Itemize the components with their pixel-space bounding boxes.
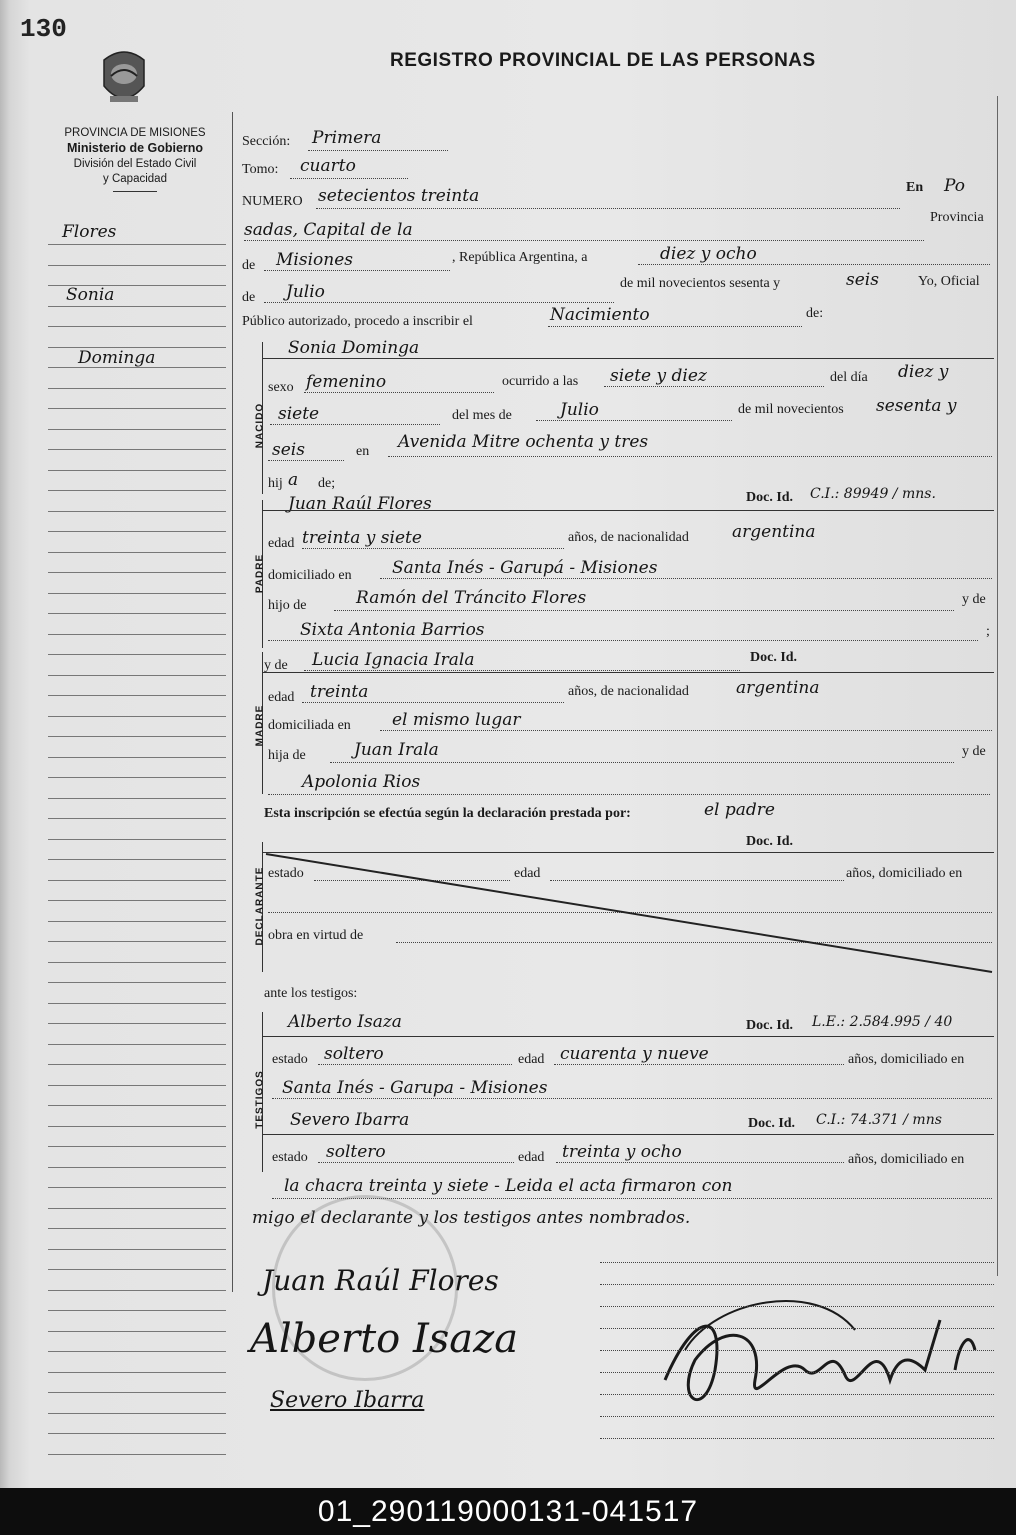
margin-rule-line (48, 1187, 226, 1188)
testigo-2-estado: soltero (326, 1142, 386, 1162)
nacido-nombre: Sonia Dominga (288, 338, 420, 358)
nacido-hora: siete y diez (610, 366, 707, 386)
label-y-de-padre: y de (962, 592, 986, 607)
label-y-de-madre-2: y de (962, 744, 986, 759)
testigo-2-edad: treinta y ocho (562, 1142, 682, 1162)
margin-rule-line (48, 634, 226, 635)
margin-rule-line (48, 962, 226, 963)
side-label-declarante: DECLARANTE (254, 866, 266, 946)
testigo-2-nombre: Severo Ibarra (290, 1110, 410, 1130)
margin-rule-line (48, 1454, 226, 1455)
margin-rule-line (48, 900, 226, 901)
en-value: Po (944, 176, 965, 196)
testigo-1-domicilio: Santa Inés - Garupa - Misiones (282, 1078, 548, 1098)
nacido-sexo: femenino (306, 372, 387, 392)
acto-value: Nacimiento (550, 305, 650, 325)
label-ante: ante los testigos: (264, 986, 358, 1001)
label-edad-padre: edad (268, 536, 295, 551)
nacido-lugar: Avenida Mitre ochenta y tres (398, 432, 649, 452)
label-en-2: en (356, 444, 370, 459)
margin-rule-line (48, 511, 226, 512)
label-provincia: Provincia (930, 210, 984, 225)
label-publico: Público autorizado, procedo a inscribir el (242, 314, 473, 329)
lower-rule-line (600, 1394, 994, 1395)
file-id-caption: 01_290119000131-041517 (0, 1488, 1016, 1535)
padre-doc: C.I.: 89949 / mns. (810, 486, 936, 502)
margin-rule-line (48, 695, 226, 696)
office-line-2: Ministerio de Gobierno (66, 141, 204, 155)
margin-rule-line (48, 859, 226, 860)
label-de-mil: de mil novecientos sesenta y (620, 276, 781, 291)
margin-rule-line (48, 429, 226, 430)
label-de-mil-2: de mil novecientos (738, 402, 844, 417)
margin-rule-line (48, 1208, 226, 1209)
margin-rule-line (48, 982, 226, 983)
dia-value: diez y ocho (660, 244, 757, 264)
signature-testigo-1: Alberto Isaza (250, 1316, 519, 1362)
provincia-value: Misiones (276, 250, 353, 270)
label-y-de-madre: y de (264, 658, 288, 673)
madre-y-de: Apolonia Rios (302, 772, 421, 792)
nacido-mes: Julio (560, 400, 599, 420)
lower-rule-line (600, 1416, 994, 1417)
margin-rule-line (48, 1351, 226, 1352)
margin-rule-line (48, 1372, 226, 1373)
label-hija-de: hija de (268, 748, 306, 763)
margin-rule-line (48, 367, 226, 368)
padre-edad: treinta y siete (302, 528, 422, 548)
lower-rule-line (600, 1438, 994, 1439)
margin-rule-line (48, 1433, 226, 1434)
signature-testigo-2: Severo Ibarra (270, 1388, 425, 1413)
margin-name-2: Dominga (78, 348, 156, 368)
label-estado-testigo-2: estado (272, 1150, 308, 1165)
label-obra: obra en virtud de (268, 928, 364, 943)
lower-rule-line (600, 1262, 994, 1263)
label-anos-dom-testigo-2: años, domiciliado en (848, 1152, 965, 1167)
label-seccion: Sección: (242, 134, 291, 149)
lower-rule-line (600, 1350, 994, 1351)
official-signature-icon (655, 1290, 990, 1430)
testigo-1-doc: L.E.: 2.584.995 / 40 (812, 1014, 953, 1030)
label-domiciliado-padre: domiciliado en (268, 568, 352, 583)
label-republica: , República Argentina, a (452, 250, 588, 265)
tomo-value: cuarto (300, 156, 356, 176)
label-edad-declarante: edad (514, 866, 541, 881)
margin-rule-line (48, 572, 226, 573)
label-de: de (242, 258, 256, 273)
label-numero: NUMERO (242, 194, 303, 209)
margin-rule-line (48, 1228, 226, 1229)
form-left-border (232, 112, 233, 1292)
margin-rule-line (48, 1064, 226, 1065)
label-doc-id-testigo-1: Doc. Id. (746, 1018, 794, 1033)
margin-rule-line (48, 1249, 226, 1250)
declaracion-por: el padre (704, 800, 775, 820)
page-number: 130 (20, 14, 67, 44)
margin-rule-line (48, 941, 226, 942)
anio-value: seis (846, 270, 879, 290)
semicolon: ; (986, 624, 990, 639)
testigo-2-domicilio-a: la chacra treinta y siete - Leida el acta firmaron con (284, 1176, 733, 1196)
label-tomo: Tomo: (242, 162, 279, 177)
margin-rule-line (48, 326, 226, 327)
margin-rule-line (48, 1269, 226, 1270)
margin-rule-line (48, 1003, 226, 1004)
margin-rule-line (48, 470, 226, 471)
label-del-mes: del mes de (452, 408, 512, 423)
nacido-dia-b: siete (278, 404, 320, 424)
margin-rule-line (48, 490, 226, 491)
signature-padre: Juan Raúl Flores (262, 1264, 499, 1297)
margin-rule-line (48, 675, 226, 676)
nacido-anio-a: sesenta y (876, 396, 957, 416)
label-a-de: de; (318, 476, 336, 491)
coat-of-arms-icon (96, 46, 152, 108)
numero-value: setecientos treinta (318, 186, 480, 206)
label-edad-madre: edad (268, 690, 295, 705)
lower-rule-line (600, 1372, 994, 1373)
nacido-hij-a: a (288, 470, 299, 490)
margin-rule-line (48, 1085, 226, 1086)
margin-rule-line (48, 736, 226, 737)
label-doc-id-padre: Doc. Id. (746, 490, 794, 505)
label-doc-id-madre: Doc. Id. (750, 650, 798, 665)
side-label-nacido: NACIDO (254, 402, 266, 449)
margin-rule-line (48, 531, 226, 532)
label-anos-dom-testigo-1: años, domiciliado en (848, 1052, 965, 1067)
testigo-1-edad: cuarenta y nueve (560, 1044, 709, 1064)
margin-rule-line (48, 552, 226, 553)
padre-nacionalidad: argentina (732, 522, 816, 542)
declarante-cancel-line (262, 852, 996, 976)
margin-rule-line (48, 1126, 226, 1127)
margin-rule-line (48, 1167, 226, 1168)
lugar-value: sadas, Capital de la (244, 220, 413, 240)
label-de-2: de (242, 290, 256, 305)
margin-rule-line (48, 265, 226, 266)
margin-name-1: Sonia (66, 285, 115, 305)
label-estado-declarante: estado (268, 866, 304, 881)
madre-nacionalidad: argentina (736, 678, 820, 698)
madre-domicilio: el mismo lugar (392, 710, 521, 730)
madre-edad: treinta (310, 682, 369, 702)
margin-rule-line (48, 818, 226, 819)
margin-rule-line (48, 1023, 226, 1024)
label-sexo: sexo (268, 380, 294, 395)
margin-rule-line (48, 757, 226, 758)
margin-rule-line (48, 449, 226, 450)
margin-rule-line (48, 839, 226, 840)
lower-rule-line (600, 1284, 994, 1285)
madre-hija-de: Juan Irala (354, 740, 439, 760)
padre-y-de: Sixta Antonia Barrios (300, 620, 485, 640)
margin-rule-line (48, 593, 226, 594)
padre-hijo-de: Ramón del Tráncito Flores (356, 588, 587, 608)
office-block (40, 126, 230, 192)
label-doc-id-testigo-2: Doc. Id. (748, 1116, 796, 1131)
margin-rule-line (48, 408, 226, 409)
testigo-1-nombre: Alberto Isaza (288, 1012, 402, 1032)
nacido-anio-b: seis (272, 440, 305, 460)
label-anos-nac-padre: años, de nacionalidad (568, 530, 689, 545)
margin-rule-line (48, 1331, 226, 1332)
label-ocurrido: ocurrido a las (502, 374, 579, 389)
lower-rule-line (600, 1328, 994, 1329)
label-en: En (906, 180, 924, 195)
margin-rule-line (48, 1290, 226, 1291)
margin-rule-line (48, 347, 226, 348)
label-anos-dom-declarante: años, domiciliado en (846, 866, 963, 881)
madre-nombre: Lucia Ignacia Irala (312, 650, 475, 670)
label-edad-testigo-1: edad (518, 1052, 545, 1067)
margin-rule-line (48, 1146, 226, 1147)
margin-rule-line (48, 285, 226, 286)
margin-rule-line (48, 1044, 226, 1045)
mes-value: Julio (286, 282, 325, 302)
label-doc-id-declarante: Doc. Id. (746, 834, 794, 849)
margin-rule-line (48, 880, 226, 881)
label-esta-inscripcion: Esta inscripción se efectúa según la declaración prestada por: (264, 806, 631, 821)
margin-rule-line (48, 306, 226, 307)
margin-rule-line (48, 921, 226, 922)
lower-rule-line (600, 1306, 994, 1307)
label-domiciliada: domiciliada en (268, 718, 351, 733)
testigo-2-domicilio-b: migo el declarante y los testigos antes nombrados. (252, 1208, 691, 1228)
margin-rule-line (48, 1413, 226, 1414)
office-line-3: División del Estado Civil (73, 158, 197, 170)
page-title: REGISTRO PROVINCIAL DE LAS PERSONAS (390, 50, 816, 71)
margin-rule-line (48, 613, 226, 614)
side-label-padre: PADRE (254, 553, 266, 594)
margin-rule-line (48, 1310, 226, 1311)
label-del-dia: del día (830, 370, 868, 385)
form-right-border (997, 96, 998, 1276)
side-label-testigos: TESTIGOS (254, 1070, 266, 1129)
testigo-1-estado: soltero (324, 1044, 384, 1064)
margin-rule-line (48, 1392, 226, 1393)
padre-domicilio: Santa Inés - Garupá - Misiones (392, 558, 658, 578)
office-line-1: PROVINCIA DE MISIONES (64, 127, 206, 139)
seccion-value: Primera (312, 128, 382, 148)
margin-rule-line (48, 654, 226, 655)
label-edad-testigo-2: edad (518, 1150, 545, 1165)
label-de-colon: de: (806, 306, 824, 321)
margin-rule-line (48, 388, 226, 389)
label-estado-testigo-1: estado (272, 1052, 308, 1067)
margin-rule-line (48, 1105, 226, 1106)
margin-rule-line (48, 798, 226, 799)
padre-nombre: Juan Raúl Flores (288, 494, 432, 514)
testigo-2-doc: C.I.: 74.371 / mns (816, 1112, 942, 1128)
margin-rule-line (48, 777, 226, 778)
nacido-dia-a: diez y (898, 362, 949, 382)
margin-rule-line (48, 244, 226, 245)
label-anos-nac-madre: años, de nacionalidad (568, 684, 689, 699)
side-label-madre: MADRE (254, 704, 266, 747)
margin-rule-line (48, 716, 226, 717)
label-hij: hij (268, 476, 283, 491)
label-hijo-de: hijo de (268, 598, 307, 613)
label-yo-oficial: Yo, Oficial (918, 274, 980, 289)
margin-surname: Flores (62, 222, 117, 242)
office-line-4: y Capacidad (103, 173, 167, 185)
